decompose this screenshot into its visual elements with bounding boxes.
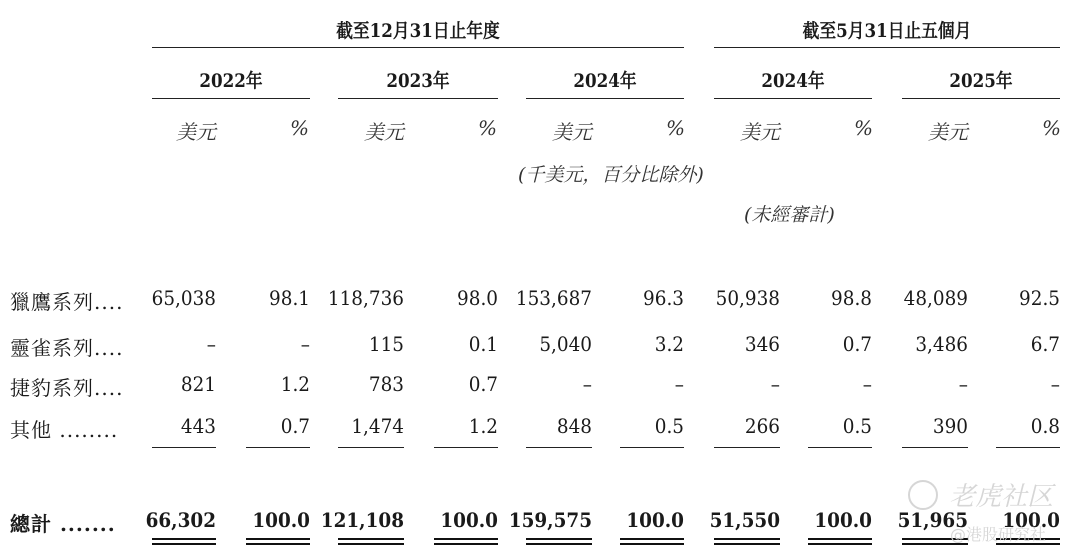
total-cell: 121,108 (320, 508, 404, 532)
subtotal-rule-usd-2024-five-months (714, 447, 780, 448)
subtotal-rule-usd-2025-five-months (902, 447, 968, 448)
watermark (908, 476, 1053, 513)
total-cell: 159,575 (508, 508, 592, 532)
table-cell: 98.8 (831, 286, 872, 310)
subtotal-rule-pct-2025-five-months (996, 447, 1060, 448)
row-label: 靈雀系列.... (10, 336, 124, 360)
table-cell: 3.2 (654, 332, 684, 356)
total-double-rule-pct-2024 (620, 538, 684, 545)
group-header-fiscal-year: 截至12月31日止年度 (336, 20, 500, 42)
table-cell: 0.7 (280, 414, 310, 438)
table-cell: 0.7 (842, 332, 872, 356)
watermark-line1: 老虎社区 (949, 482, 1054, 512)
year-rule-2025-five-months (902, 98, 1060, 99)
total-double-rule-usd-2024 (526, 538, 592, 545)
table-cell: 98.1 (269, 286, 310, 310)
table-cell: 3,486 (915, 332, 968, 356)
year-2025-five-months: 2025年 (949, 70, 1013, 92)
table-cell: – (862, 372, 872, 396)
table-cell: 0.1 (468, 332, 498, 356)
table-cell: 0.5 (842, 414, 872, 438)
table-cell: 48,089 (903, 286, 968, 310)
year-rule-2023 (338, 98, 498, 99)
total-row-label: 總計 ....... (10, 512, 116, 536)
row-label: 其他 ........ (10, 418, 119, 442)
total-cell: 100.0 (1002, 508, 1060, 532)
table-cell: 50,938 (715, 286, 780, 310)
total-cell: 51,965 (897, 508, 968, 532)
subtotal-rule-pct-2023 (434, 447, 498, 448)
table-cell: 0.7 (468, 372, 498, 396)
total-double-rule-usd-2024-five-months (714, 538, 780, 545)
table-cell: 118,736 (327, 286, 404, 310)
total-cell: 100.0 (440, 508, 498, 532)
year-rule-2022 (152, 98, 310, 99)
unit-usd-2024-five-months: 美元 (740, 120, 780, 144)
table-cell: – (674, 372, 684, 396)
unit-usd-2025-five-months: 美元 (928, 120, 968, 144)
unit-pct-2024-five-months: % (854, 116, 874, 140)
year-2023: 2023年 (386, 70, 450, 92)
table-cell: 848 (556, 414, 592, 438)
subtotal-rule-pct-2024 (620, 447, 684, 448)
unit-usd-2024: 美元 (552, 120, 592, 144)
table-cell: 6.7 (1030, 332, 1060, 356)
table-cell: – (770, 372, 780, 396)
total-double-rule-usd-2023 (338, 538, 404, 545)
table-cell: 390 (932, 414, 968, 438)
unit-pct-2024: % (666, 116, 686, 140)
row-label: 獵鷹系列.... (10, 290, 124, 314)
table-cell: 0.8 (1030, 414, 1060, 438)
group-header-five-months: 截至5月31日止五個月 (802, 20, 972, 42)
total-double-rule-pct-2022 (246, 538, 310, 545)
watermark-logo-icon (908, 480, 938, 510)
year-rule-2024 (526, 98, 684, 99)
table-cell: 346 (744, 332, 780, 356)
year-2024: 2024年 (573, 70, 637, 92)
table-cell: – (582, 372, 592, 396)
total-double-rule-pct-2024-five-months (808, 538, 872, 545)
table-cell: 5,040 (539, 332, 592, 356)
note-unaudited: (未經審計) (744, 204, 835, 226)
table-cell: 783 (368, 372, 404, 396)
table-cell: 96.3 (643, 286, 684, 310)
unit-pct-2025-five-months: % (1042, 116, 1062, 140)
unit-usd-2022: 美元 (176, 120, 216, 144)
table-cell: 98.0 (457, 286, 498, 310)
table-cell: 443 (180, 414, 216, 438)
table-cell: – (1050, 372, 1060, 396)
table-cell: 0.5 (654, 414, 684, 438)
total-double-rule-usd-2022 (152, 538, 216, 545)
table-cell: 821 (180, 372, 216, 396)
table-cell: 153,687 (515, 286, 592, 310)
group-rule-five-months (714, 47, 1060, 48)
table-cell: 65,038 (151, 286, 216, 310)
subtotal-rule-usd-2022 (152, 447, 216, 448)
watermark-handle: @港股研究社 (950, 525, 1047, 544)
year-2022: 2022年 (199, 70, 263, 92)
total-double-rule-pct-2023 (434, 538, 498, 545)
table-cell: – (206, 332, 216, 356)
table-cell: 1.2 (280, 372, 310, 396)
unit-pct-2022: % (290, 116, 310, 140)
total-cell: 51,550 (709, 508, 780, 532)
table-cell: – (958, 372, 968, 396)
total-cell: 100.0 (814, 508, 872, 532)
subtotal-rule-pct-2024-five-months (808, 447, 872, 448)
table-cell: 115 (368, 332, 404, 356)
total-cell: 100.0 (252, 508, 310, 532)
subtotal-rule-pct-2022 (246, 447, 310, 448)
table-cell: 1,474 (351, 414, 404, 438)
table-cell: 1.2 (468, 414, 498, 438)
total-cell: 66,302 (145, 508, 216, 532)
group-rule-fiscal-year (152, 47, 684, 48)
year-rule-2024-five-months (714, 98, 872, 99)
subtotal-rule-usd-2024 (526, 447, 592, 448)
table-cell: – (300, 332, 310, 356)
year-2024-five-months: 2024年 (761, 70, 825, 92)
note-thousand-usd: (千美元，百分比除外) (518, 164, 704, 186)
table-cell: 266 (744, 414, 780, 438)
unit-usd-2023: 美元 (364, 120, 404, 144)
table-cell: 92.5 (1019, 286, 1060, 310)
subtotal-rule-usd-2023 (338, 447, 404, 448)
total-cell: 100.0 (626, 508, 684, 532)
unit-pct-2023: % (478, 116, 498, 140)
row-label: 捷豹系列.... (10, 376, 124, 400)
